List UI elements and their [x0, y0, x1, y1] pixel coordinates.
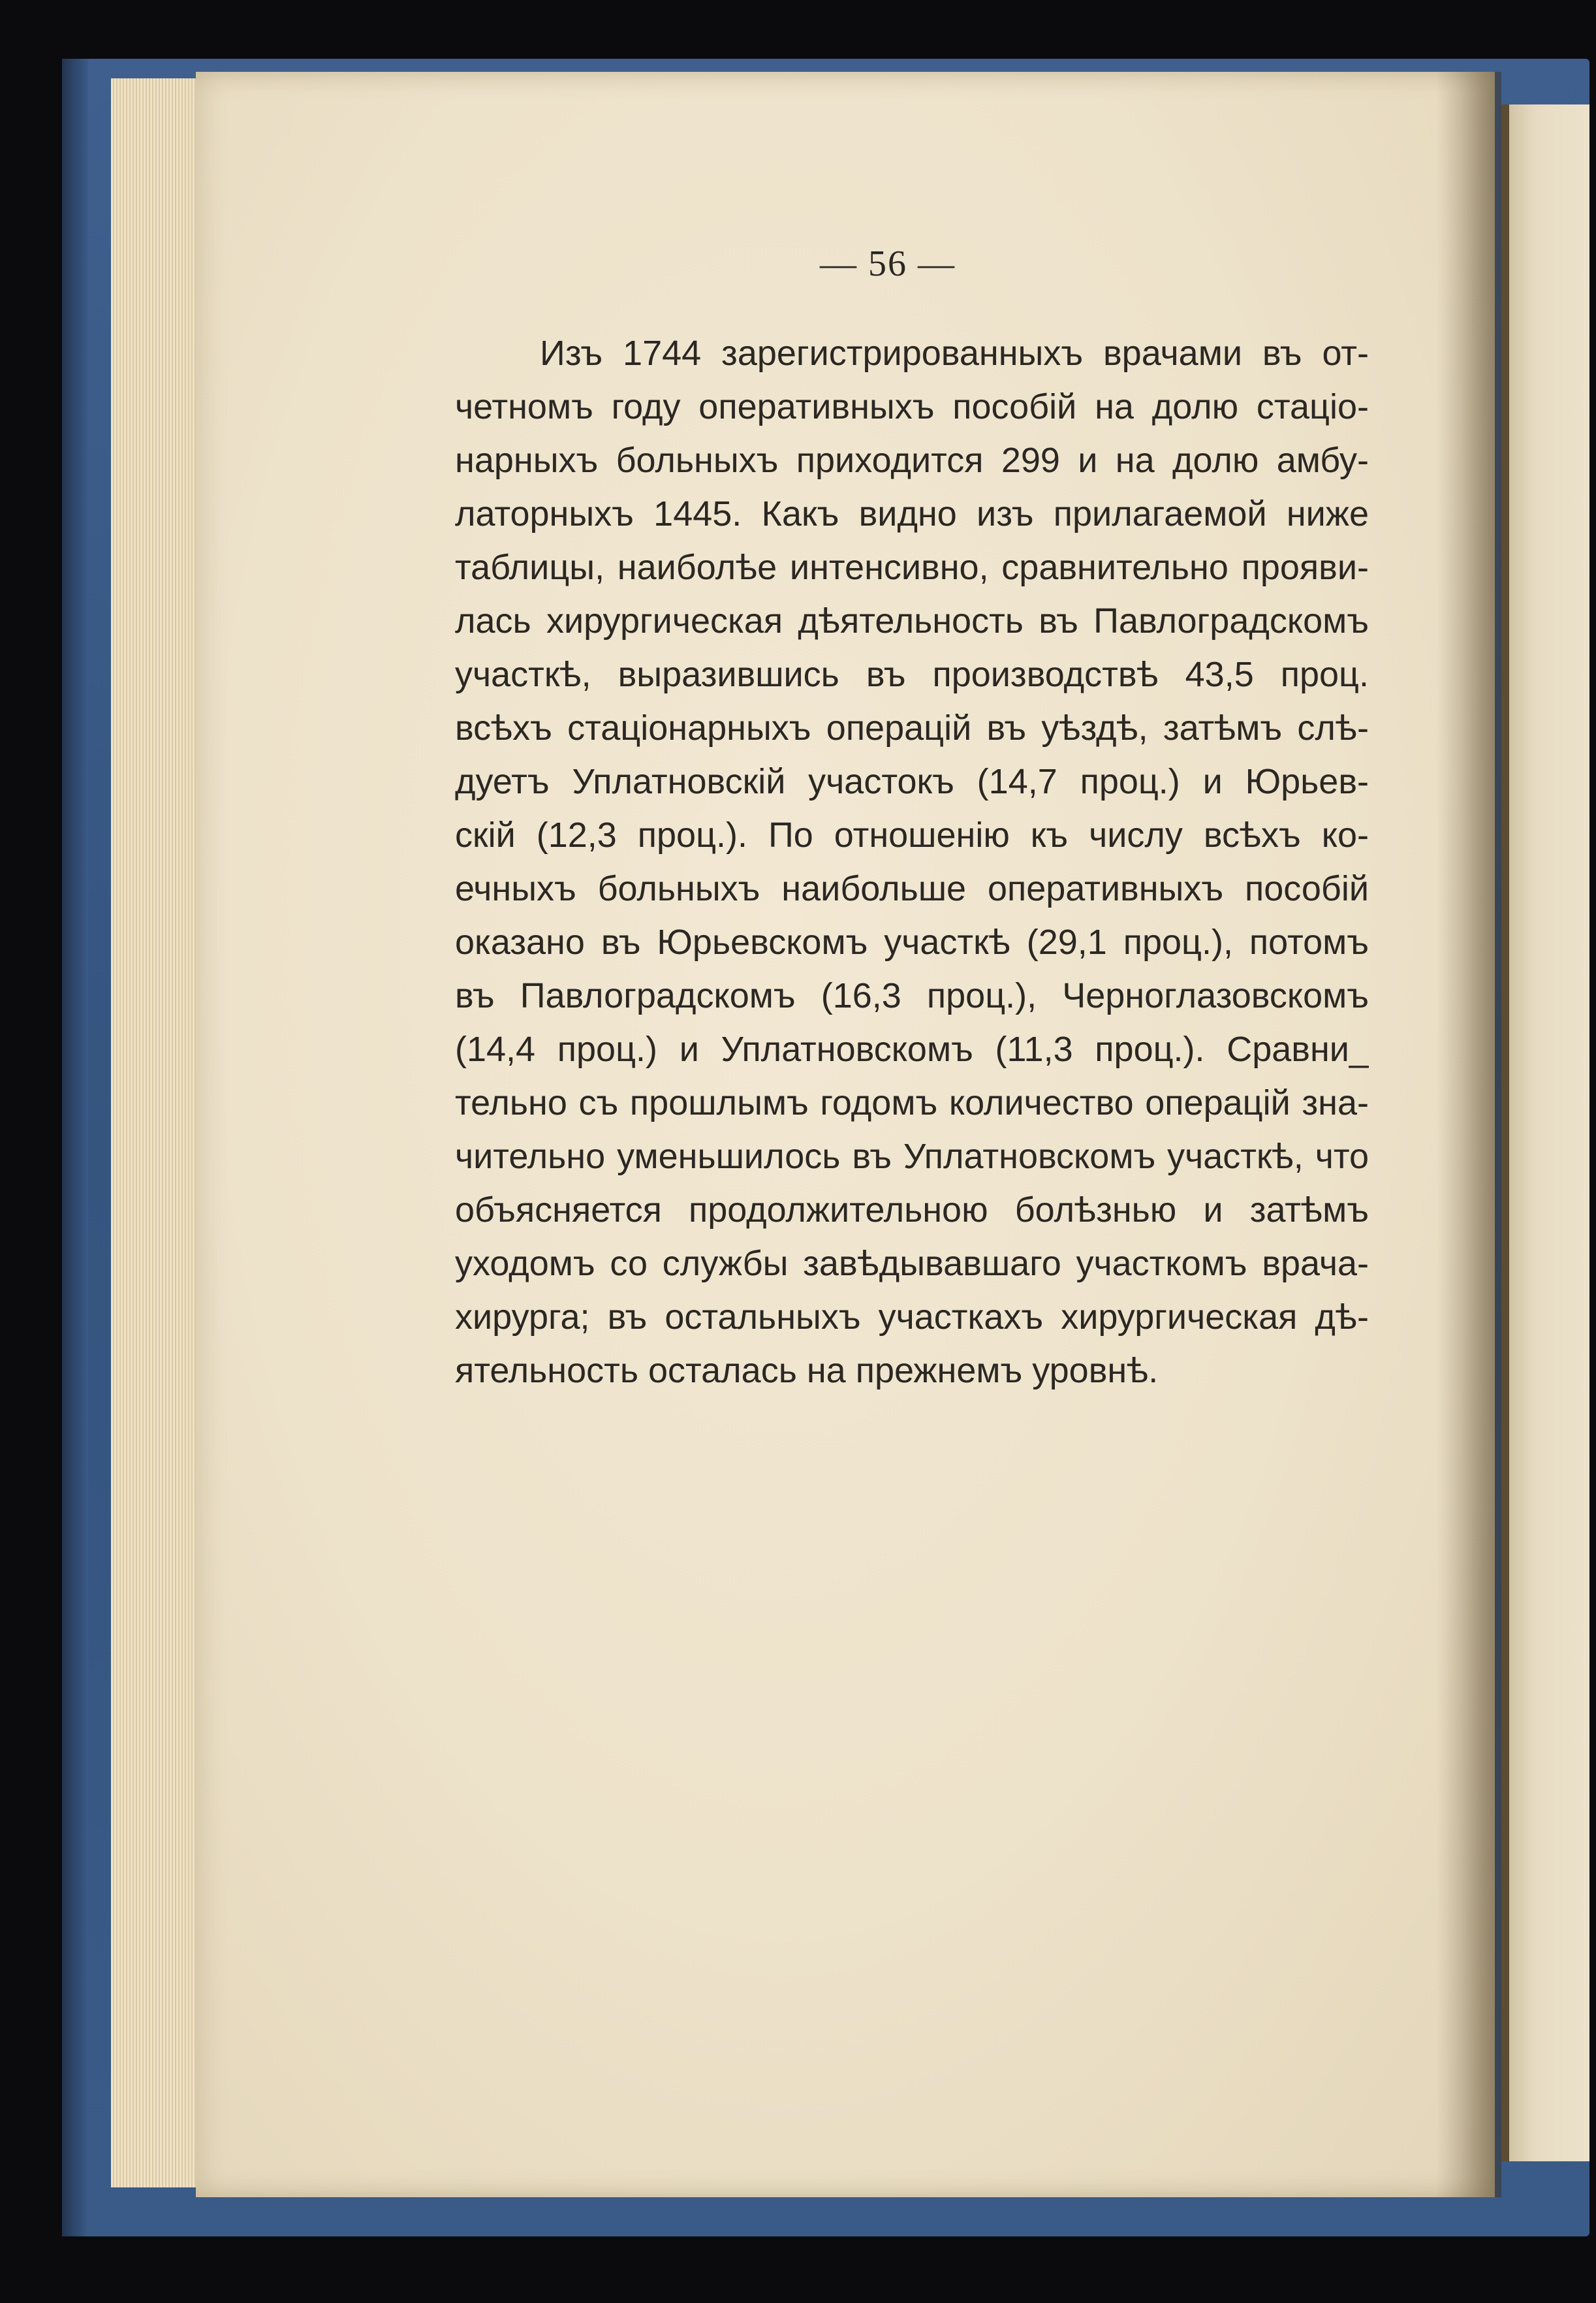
text-line: всѣхъ стаціонарныхъ операцій въ уѣздѣ, затѣмъ слѣ-	[455, 708, 1369, 748]
page-number: — 56 —	[820, 244, 956, 284]
facing-page-edge	[1501, 104, 1589, 2161]
text-line: четномъ году оперативныхъ пособій на долю стаціо-	[455, 387, 1369, 426]
page-edges	[111, 78, 209, 2187]
gutter-shadow	[1436, 72, 1501, 2197]
text-line: дуетъ Уплатновскій участокъ (14,7 проц.) и Юрьев-	[455, 762, 1369, 801]
text-line: объясняется продолжительною болѣзнью и затѣмъ	[455, 1190, 1369, 1230]
text-line: оказано въ Юрьевскомъ участкѣ (29,1 проц.), потомъ	[455, 923, 1369, 962]
text-line: (14,4 проц.) и Уплатновскомъ (11,3 проц.). Сравни_	[455, 1030, 1369, 1069]
text-line: латорныхъ 1445. Какъ видно изъ прилагаемой ниже	[455, 494, 1369, 533]
text-line: въ Павлоградскомъ (16,3 проц.), Черноглазовскомъ	[455, 976, 1369, 1015]
text-line: лась хирургическая дѣятельность въ Павлоградскомъ	[455, 601, 1369, 641]
text-line: скій (12,3 проц.). По отношенію къ числу всѣхъ ко-	[455, 816, 1369, 855]
facing-page-shadow	[1501, 104, 1509, 2161]
body-text	[455, 326, 1369, 1397]
text-line: хирурга; въ остальныхъ участкахъ хирургическая дѣ-	[455, 1297, 1369, 1337]
cover-edge-shadow	[62, 59, 88, 2236]
text-line: ятельность осталась на прежнемъ уровнѣ.	[455, 1351, 1159, 1390]
text-line: чительно уменьшилось въ Уплатновскомъ участкѣ, что	[455, 1137, 1369, 1176]
text-line: уходомъ со службы завѣдывавшаго участкомъ врача-	[455, 1244, 1369, 1283]
text-line: Изъ 1744 зарегистрированныхъ врачами въ от-	[540, 334, 1369, 373]
text-line: таблицы, наиболѣе интенсивно, сравнительно прояви-	[455, 548, 1369, 587]
text-line: ечныхъ больныхъ наибольше оперативныхъ пособій	[455, 869, 1369, 908]
text-line: нарныхъ больныхъ приходится 299 и на долю амбу-	[455, 441, 1369, 480]
text-line: участкѣ, выразившись въ производствѣ 43,5 проц.	[455, 655, 1369, 694]
text-line: тельно съ прошлымъ годомъ количество операцій зна-	[455, 1083, 1369, 1122]
